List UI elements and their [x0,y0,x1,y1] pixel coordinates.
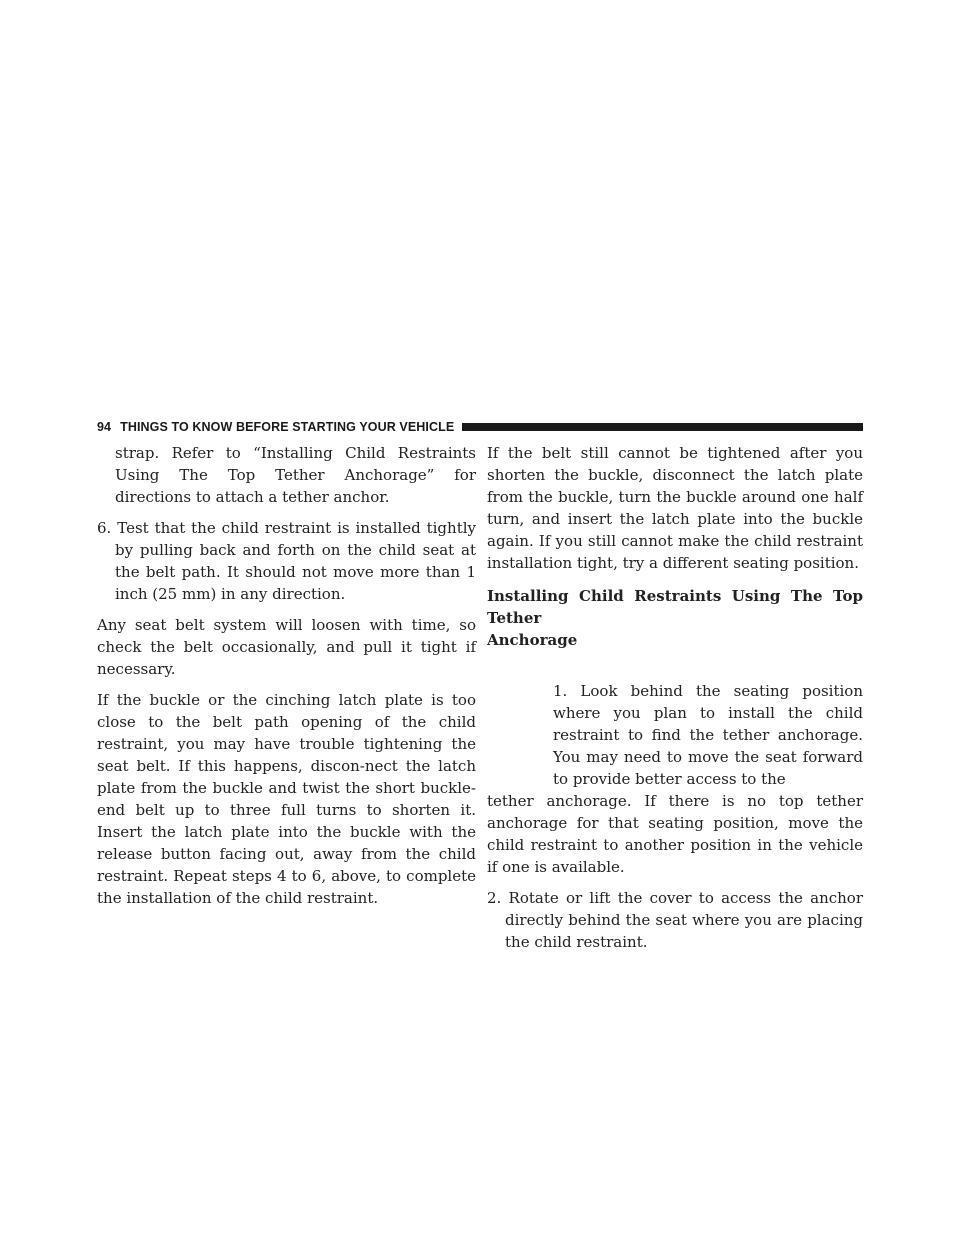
step-1-continued: tether anchorage. If there is no top tether anchorage for that seating position, move the child restraint to another position in the vehicle if one is available. [487,792,863,876]
step-2 [487,887,863,953]
subheading-line-1: Installing Child Restraints Using The Top Tether [487,587,863,627]
header-rule [462,423,863,431]
right-column [487,442,863,953]
step-6 [97,517,476,605]
page-header [97,418,863,436]
section-title: THINGS TO KNOW BEFORE STARTING YOUR VEHICLE [120,420,455,434]
buckle-paragraph: If the buckle or the cinching latch plate is too close to the belt path opening of the child restraint, you may have trouble tightening the seat belt. If this happens, discon-nect the latch plate from the buckle and twist the short buckle-end belt up to three full turns to shorten it. Insert the latch plate into the buckle with the release button facing out, away from the child restraint. Repeat steps 4 to 6, above, to complete the installation of the child restraint. [97,691,476,907]
belt-paragraph: If the belt still cannot be tightened after you shorten the buckle, disconnect the latch plate from the buckle, turn the buckle around one half turn, and insert the latch plate into the buckle again. If you still cannot make the child restraint installation tight, try a different seating position. [487,444,863,572]
step-6-number: 6. [97,519,112,537]
step-2-number: 2. [487,889,502,907]
section-subheading [487,585,863,651]
step-6-text: Test that the child restraint is installed tightly by pulling back and forth on the child seat at the belt path. It should not move more than 1 inch (25 mm) in any direction. [115,519,476,603]
continuation-paragraph: strap. Refer to “Installing Child Restraints Using The Top Tether Anchorage” for directions to attach a tether anchor. [115,444,476,506]
left-column [97,442,476,909]
step-2-text: Rotate or lift the cover to access the anchor directly behind the seat where you are placing the child restraint. [505,889,863,951]
loosen-paragraph: Any seat belt system will loosen with time, so check the belt occasionally, and pull it tight if necessary. [97,616,476,678]
figure-space [487,651,863,680]
page-number: 94 [97,420,112,434]
step-1-indented: 1. Look behind the seating position where you plan to install the child restraint to find the tether anchorage. You may need to move the seat forward to provide better access to the [553,682,863,788]
subheading-line-2: Anchorage [487,631,578,649]
